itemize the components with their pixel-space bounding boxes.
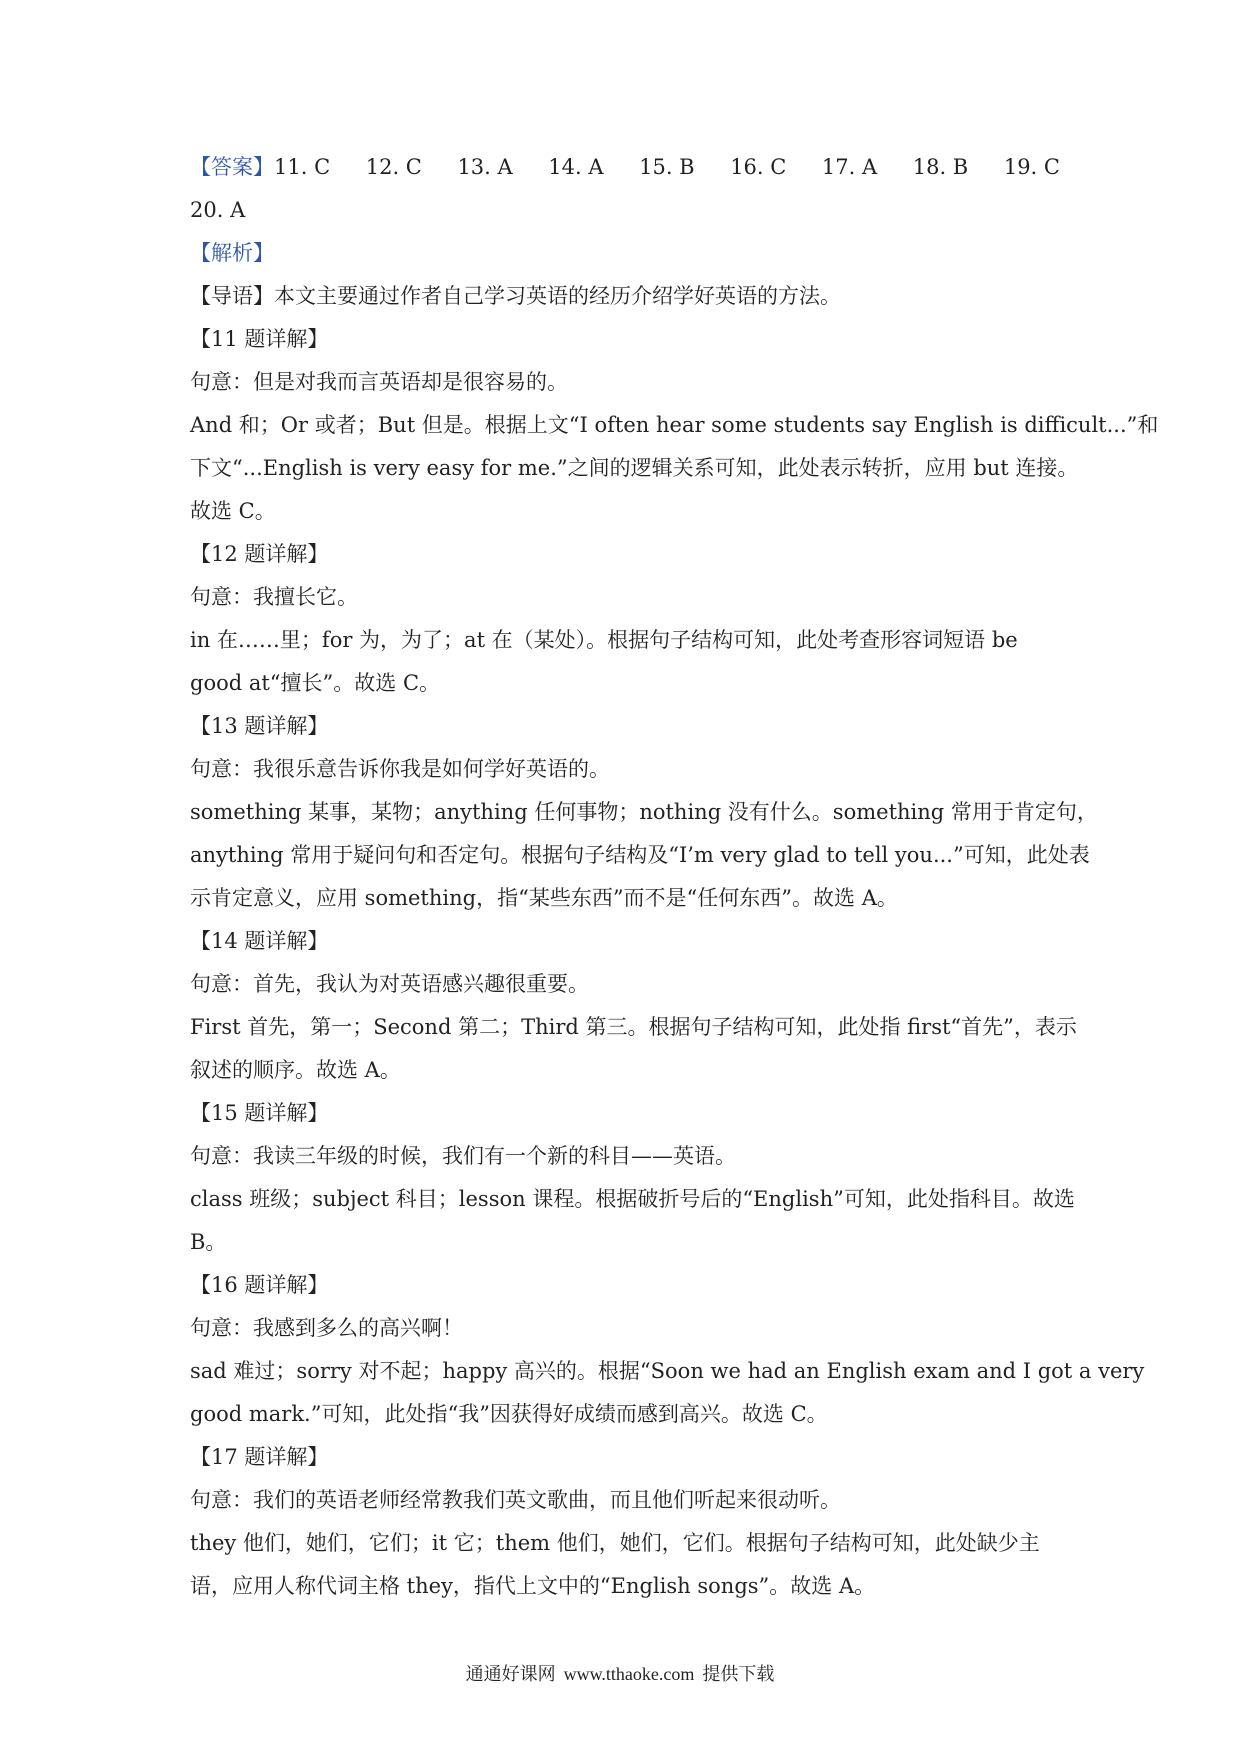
q14-meaning: 句意：首先，我认为对英语感兴趣很重要。 xyxy=(190,972,589,996)
q13-explanation-line: 示肯定意义，应用 something，指“某些东西”而不是“任何东西”。故选 A。 xyxy=(190,886,898,910)
answer-item-18: 18. B xyxy=(912,155,969,179)
q16-explanation-line: good mark.”可知，此处指“我”因获得好成绩而感到高兴。故选 C。 xyxy=(190,1402,828,1426)
intro-tag: 【导语】 xyxy=(190,284,274,308)
q17-heading: 【17 题详解】 xyxy=(190,1445,329,1469)
answer-item-14: 14. A xyxy=(548,155,604,179)
q15-explanation-line: B。 xyxy=(190,1230,227,1254)
footer-action: 提供下载 xyxy=(702,1664,775,1685)
document-body xyxy=(190,146,1159,1608)
answer-item-16: 16. C xyxy=(730,155,787,179)
q16-meaning: 句意：我感到多么的高兴啊！ xyxy=(190,1316,463,1340)
q15-heading: 【15 题详解】 xyxy=(190,1101,329,1125)
q12-explanation-line: good at“擅长”。故选 C。 xyxy=(190,671,441,695)
q11-heading: 【11 题详解】 xyxy=(190,327,329,351)
answer-item-17: 17. A xyxy=(821,155,878,179)
q16-explanation-line: sad 难过；sorry 对不起；happy 高兴的。根据“Soon we had an English exam and I got a very xyxy=(190,1359,1145,1383)
q13-meaning: 句意：我很乐意告诉你我是如何学好英语的。 xyxy=(190,757,610,781)
answer-item-19: 19. C xyxy=(1003,155,1060,179)
q16-heading: 【16 题详解】 xyxy=(190,1273,329,1297)
q15-meaning: 句意：我读三年级的时候，我们有一个新的科目——英语。 xyxy=(190,1144,736,1168)
q11-meaning: 句意：但是对我而言英语却是很容易的。 xyxy=(190,370,568,394)
q14-heading: 【14 题详解】 xyxy=(190,929,329,953)
answer-item-15: 15. B xyxy=(639,155,695,179)
answer-item-11: 【答案】11. C xyxy=(190,146,330,189)
analysis-tag: 【解析】 xyxy=(190,241,274,265)
q14-explanation-line: First 首先，第一；Second 第二；Third 第三。根据句子结构可知，此处指 first“首先”，表示 xyxy=(190,1015,1077,1039)
answer-item-20: 20. A xyxy=(190,198,246,222)
q11-explanation-line: 故选 C。 xyxy=(190,499,276,523)
q12-meaning: 句意：我擅长它。 xyxy=(190,585,358,609)
q13-explanation-line: anything 常用于疑问句和否定句。根据句子结构及“I’m very glad to tell you...”可知，此处表 xyxy=(190,843,1090,867)
footer-site-name: 通通好课网 xyxy=(465,1664,556,1685)
q17-explanation-line: they 他们，她们，它们；it 它；them 他们，她们，它们。根据句子结构可知，此处缺少主 xyxy=(190,1531,1040,1555)
q11-explanation-line: And 和；Or 或者；But 但是。根据上文“I often hear some students say English is difficult...”和 xyxy=(190,413,1159,437)
page-footer xyxy=(0,1660,1240,1686)
q17-explanation-line: 语，应用人称代词主格 they，指代上文中的“English songs”。故选 A。 xyxy=(190,1574,876,1598)
q11-explanation-line: 下文“...English is very easy for me.”之间的逻辑关系可知，此处表示转折，应用 but 连接。 xyxy=(190,456,1079,480)
q17-meaning: 句意：我们的英语老师经常教我们英文歌曲，而且他们听起来很动听。 xyxy=(190,1488,841,1512)
q13-explanation-line: something 某事，某物；anything 任何事物；nothing 没有什么。something 常用于肯定句， xyxy=(190,800,1098,824)
q12-explanation-line: in 在……里；for 为，为了；at 在（某处）。根据句子结构可知，此处考查形容词短语 be xyxy=(190,628,1018,652)
answer-key-row xyxy=(190,146,1060,189)
answer-item-13: 13. A xyxy=(457,155,513,179)
answer-tag: 【答案】 xyxy=(190,155,274,179)
intro-line xyxy=(190,275,1060,318)
q14-explanation-line: 叙述的顺序。故选 A。 xyxy=(190,1058,401,1082)
answer-item-12: 12. C xyxy=(365,155,422,179)
footer-url-link[interactable]: www.tthaoke.com xyxy=(563,1664,695,1684)
q13-heading: 【13 题详解】 xyxy=(190,714,329,738)
q12-heading: 【12 题详解】 xyxy=(190,542,329,566)
q15-explanation-line: class 班级；subject 科目；lesson 课程。根据破折号后的“English”可知，此处指科目。故选 xyxy=(190,1187,1075,1211)
intro-text: 本文主要通过作者自己学习英语的经历介绍学好英语的方法。 xyxy=(274,284,841,308)
